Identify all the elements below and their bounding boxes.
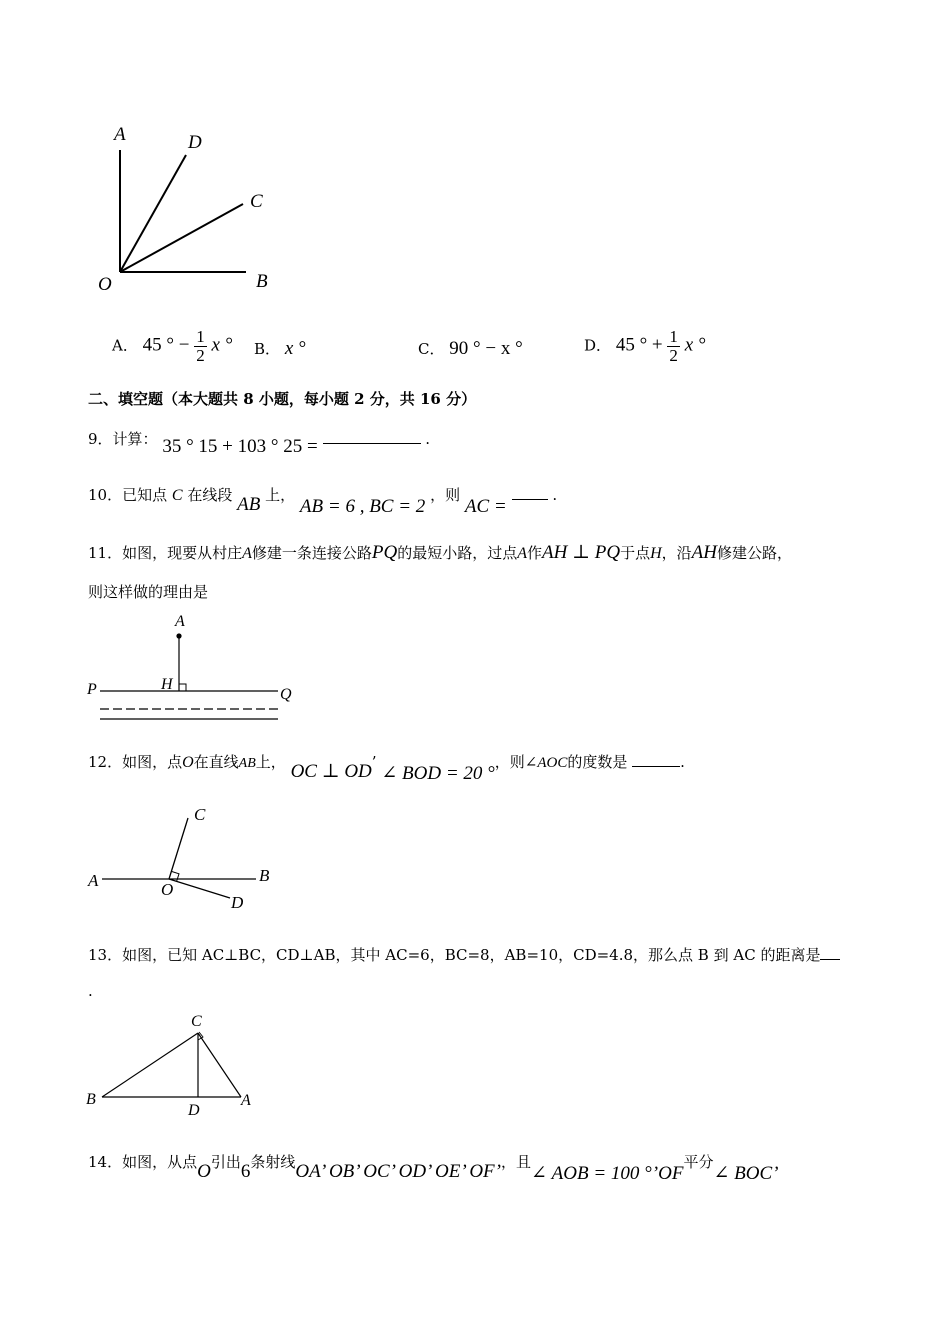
q12-label-a: A [88, 871, 99, 890]
q12-angle-figure [84, 800, 294, 916]
section2-heading: 二、填空题（本大题共 8 小题，每小题 2 分，共 16 分） [88, 390, 477, 408]
q13-label-b: B [86, 1091, 96, 1108]
q12-label-b: B [259, 866, 270, 885]
q13-label-d: D [188, 1102, 200, 1119]
q8-option-c: C． 90 ° − x ° [418, 338, 523, 359]
q8-label-c: C [250, 191, 263, 212]
q8-option-a: A． 45 ° − $\frac{1}{2}$ x ° [112, 327, 233, 365]
q12-label-o: O [161, 880, 174, 899]
q13-line: 13．如图，已知 AC⊥BC，CD⊥AB，其中 AC=6，BC=8，AB=10，CD=4.8，那么点 B 到 AC 的距离是 [88, 944, 840, 965]
q12-label-d: D [231, 893, 244, 912]
q11-label-h: H [161, 676, 173, 693]
q11-label-q: Q [280, 686, 292, 703]
q10-answer-blank [512, 485, 548, 500]
q12-label-c: C [194, 805, 206, 824]
q12-answer-blank [632, 752, 680, 767]
q11-label-a: A [175, 613, 185, 630]
q8-angle-figure [90, 120, 290, 300]
q13-label-a: A [241, 1092, 251, 1109]
q13-line2: . [88, 982, 93, 1000]
q13-label-c: C [191, 1013, 202, 1030]
q8-label-d: D [188, 132, 202, 153]
q10-line: 10．已知点 C 在线段 AB 上， AB = 6 , BC = 2 ，则 AC = . [88, 486, 558, 517]
q8-label-a: A [114, 124, 126, 145]
q11-line2: 则这样做的理由是 [88, 583, 209, 601]
q11-label-p: P [87, 681, 97, 698]
q11-line1: 11．如图，现要从村庄A修建一条连接公路PQ的最短小路，过点A作AH ⊥ PQ于点H，沿AH修建公路， [88, 542, 792, 563]
q8-option-d-fraction: $\frac{1}{2}$ [669, 327, 678, 365]
q14-line: 14．如图，从点O引出6条射线OA’ OB’ OC’ OD’ OE’ OF’，且∠ AOB = 100 °’OF平分∠ BOC’ [88, 1153, 779, 1184]
q8-label-b: B [256, 271, 268, 292]
q8-label-o: O [98, 274, 112, 295]
q8-option-b: B． x ° [254, 338, 306, 359]
q13-triangle-figure [84, 1008, 264, 1124]
q8-option-d: D． 45 ° + $\frac{1}{2}$ x ° [584, 327, 706, 365]
q9-answer-blank [323, 429, 421, 444]
q9-line: 9．计算： 35 ° 15 + 103 ° 25 = . [88, 430, 431, 457]
q12-line: 12．如图，点O在直线AB上， OC ⊥ OD’ ∠ BOD = 20 °，则∠AOC的度数是 . [88, 753, 685, 784]
q8-option-a-fraction: $\frac{1}{2}$ [196, 327, 205, 365]
q9-expression: 35 ° 15 + 103 ° 25 = [162, 436, 318, 457]
q13-answer-blank [820, 945, 840, 960]
q11-road-figure [84, 608, 304, 726]
